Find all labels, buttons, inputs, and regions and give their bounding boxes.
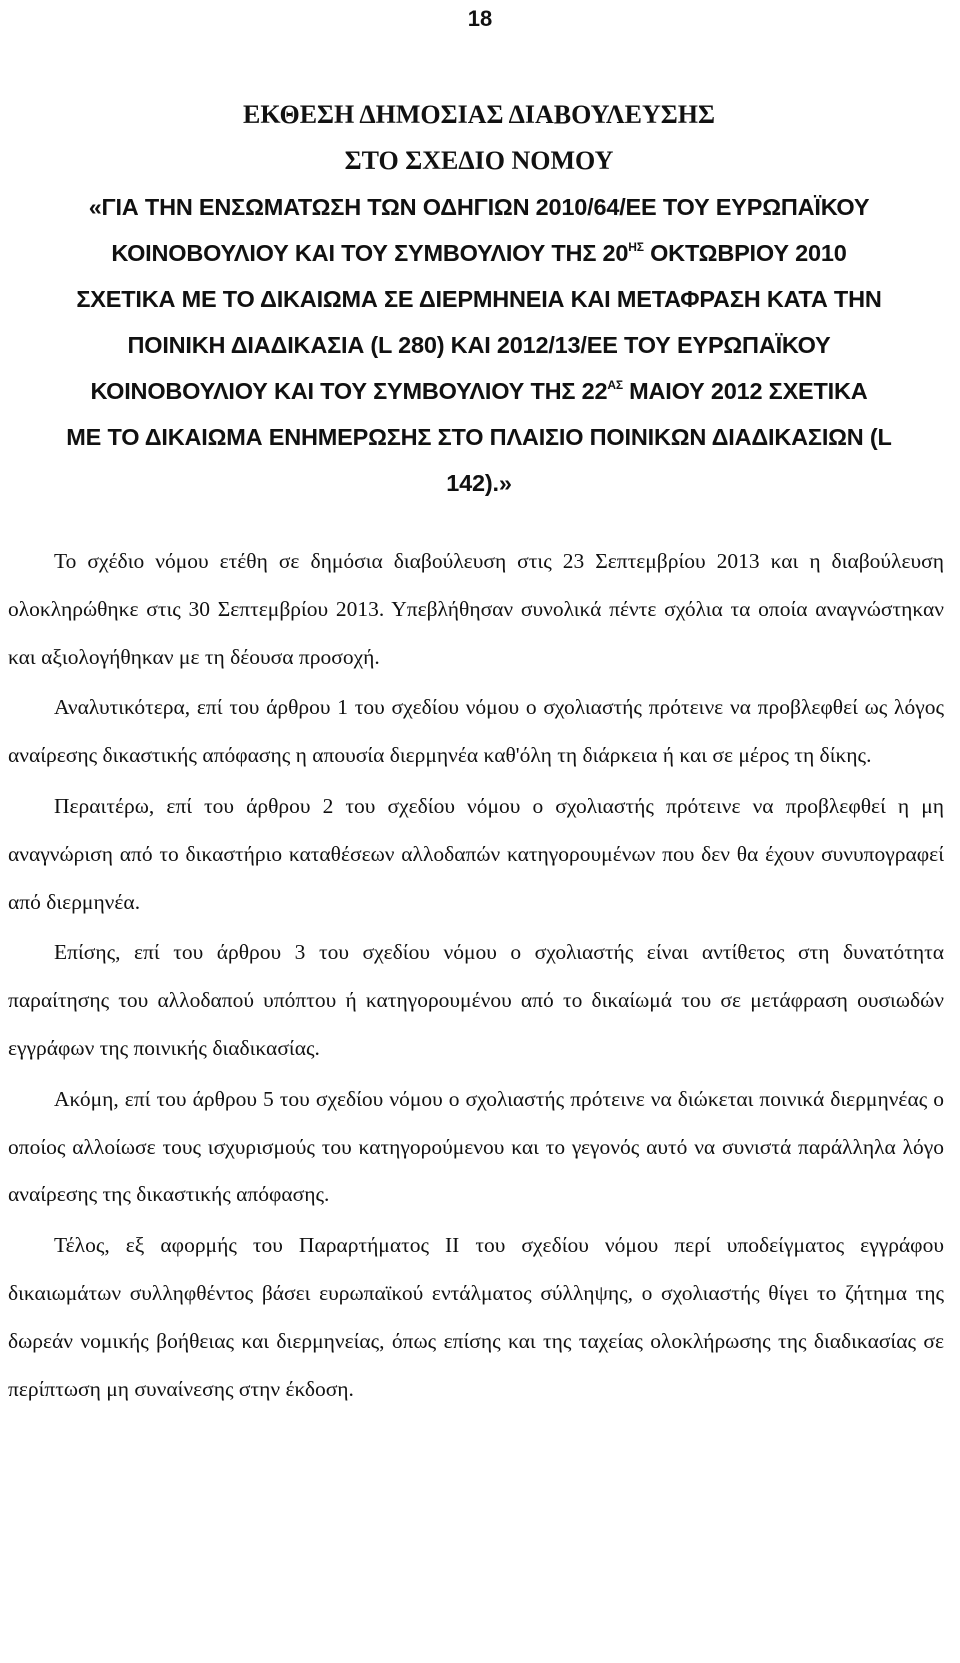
paragraph-article-3: Επίσης, επί του άρθρου 3 του σχεδίου νόμου ο σχολιαστής είναι αντίθετος στη δυνατότητα παραίτησης του αλλοδαπού υπόπτου ή κατηγορουμένου από το δικαίωμά του σε μετάφραση ουσιωδών εγγράφων της ποινικής διαδικασίας. xyxy=(8,940,944,1060)
title-line-4-tail: ΟΚΤΩΒΡΙΟΥ 2010 xyxy=(643,240,847,266)
document-title xyxy=(14,92,944,506)
report-body xyxy=(8,538,944,1416)
paragraph-article-2: Περαιτέρω, επί του άρθρου 2 του σχεδίου νόμου ο σχολιαστής πρότεινε να προβλεφθεί η μη αναγνώριση από το δικαστήριο καταθέσεων αλλοδαπών κατηγορουμένων που δεν θα έχουν συνυπογραφεί από διερμηνέα. xyxy=(8,793,944,914)
title-line-8: ΜΕ ΤΟ ΔΙΚΑΙΩΜΑ ΕΝΗΜΕΡΩΣΗΣ ΣΤΟ ΠΛΑΙΣΙΟ ΠΟΙΝΙΚΩΝ ΔΙΑΔΙΚΑΣΙΩΝ (L xyxy=(66,424,892,450)
title-line-3: «ΓΙΑ ΤΗΝ ΕΝΣΩΜΑΤΩΣΗ ΤΩΝ ΟΔΗΓΙΩΝ 2010/64/ΕΕ ΤΟΥ ΕΥΡΩΠΑΪΚΟΥ xyxy=(88,194,870,220)
paragraph-article-5: Ακόμη, επί του άρθρου 5 του σχεδίου νόμου ο σχολιαστής πρότεινε να διώκεται ποινικά διερμηνέας ο οποίος αλλοίωσε τους ισχυρισμούς του κατηγορούμενου και το γεγονός αυτό να συνιστά παράλληλα λόγο αναίρεσης της δικαστικής απόφασης. xyxy=(8,1086,944,1207)
title-line-4-superscript: ΗΣ xyxy=(628,240,644,254)
title-line-4-head: ΚΟΙΝΟΒΟΥΛΙΟΥ ΚΑΙ ΤΟΥ ΣΥΜΒΟΥΛΙΟΥ ΤΗΣ 20 xyxy=(111,240,629,266)
title-line-7-head: ΚΟΙΝΟΒΟΥΛΙΟΥ ΚΑΙ ΤΟΥ ΣΥΜΒΟΥΛΙΟΥ ΤΗΣ 22 xyxy=(90,378,608,404)
title-line-6: ΠΟΙΝΙΚΗ ΔΙΑΔΙΚΑΣΙΑ (L 280) ΚΑΙ 2012/13/ΕΕ ΤΟΥ ΕΥΡΩΠΑΪΚΟΥ xyxy=(127,332,831,358)
title-line-7-superscript: ΑΣ xyxy=(607,378,623,392)
title-line-5: ΣΧΕΤΙΚΑ ΜΕ ΤΟ ΔΙΚΑΙΩΜΑ ΣΕ ΔΙΕΡΜΗΝΕΙΑ ΚΑΙ ΜΕΤΑΦΡΑΣΗ ΚΑΤΑ ΤΗΝ xyxy=(76,286,882,312)
title-line-4 xyxy=(14,230,944,276)
paragraph-article-1: Αναλυτικότερα, επί του άρθρου 1 του σχεδίου νόμου ο σχολιαστής πρότεινε να προβλεφθεί ως λόγος αναίρεσης δικαστικής απόφασης η απουσία διερμηνέα καθ'όλη τη διάρκεια ή και σε μέρος τη δίκης. xyxy=(8,695,944,768)
title-line-7 xyxy=(14,368,944,414)
page-number: 18 xyxy=(467,6,493,31)
paragraph-consultation-summary: Το σχέδιο νόμου ετέθη σε δημόσια διαβούλευση στις 23 Σεπτεμβρίου 2013 και η διαβούλευση ολοκληρώθηκε στις 30 Σεπτεμβρίου 2013. Υπεβλήθησαν συνολικά πέντε σχόλια τα οποία αναγνώστηκαν και αξιολογήθηκαν με τη δέουσα προσοχή. xyxy=(8,549,944,669)
title-line-2: ΣΤΟ ΣΧΕΔΙΟ ΝΟΜΟΥ xyxy=(344,146,614,175)
title-line-9: 142).» xyxy=(446,470,512,496)
title-line-1: ΕΚΘΕΣΗ ΔΗΜΟΣΙΑΣ ΔΙΑΒΟΥΛΕΥΣΗΣ xyxy=(243,100,715,129)
paragraph-annex-2: Τέλος, εξ αφορμής του Παραρτήματος ΙΙ του σχεδίου νόμου περί υποδείγματος εγγράφου δικαιωμάτων συλληφθέντος βάσει ευρωπαϊκού εντάλματος σύλληψης, ο σχολιαστής θίγει το ζήτημα της δωρεάν νομικής βοήθειας και διερμηνείας, όπως επίσης και της ταχείας ολοκλήρωσης της διαδικασίας σε περίπτωση μη συναίνεσης στην έκδοση. xyxy=(8,1233,944,1401)
title-line-7-tail: ΜΑΙΟΥ 2012 ΣΧΕΤΙΚΑ xyxy=(622,378,868,404)
